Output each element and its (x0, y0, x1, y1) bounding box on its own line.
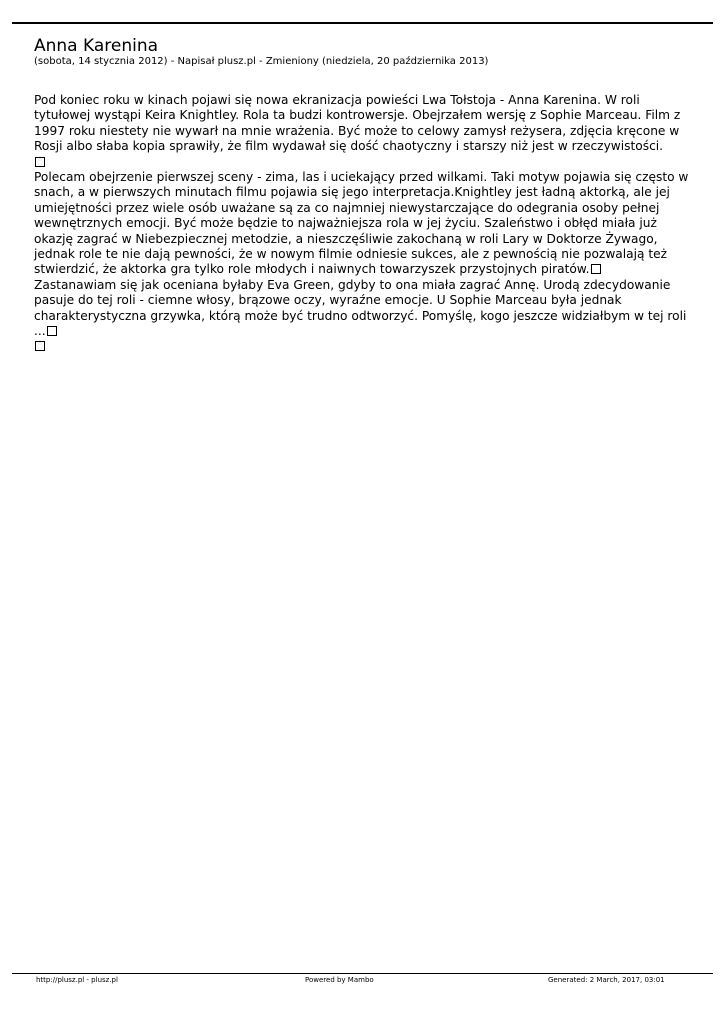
paragraph (34, 278, 694, 340)
article-body (34, 93, 694, 355)
paragraph-text: Polecam obejrzenie pierwszej sceny - zima, las i uciekający przed wilkami. Taki motyw pojawia się często w snach, a w pierwszych minutach filmu pojawia się jego interpretacja.Knightley jest ładną aktorką, ale jej umiejętności przez wiele osób uważane są za co najmniej niewystarczające do odegrania osoby pełnej wewnętrznych emocji. Być może będzie to najważniejsza rola w jej życiu. Szaleństwo i obłęd miała już okazję zagrać w Niebezpiecznej metodzie, a nieszczęśliwie zakochaną w roli Lary w Doktorze Żywago, jednak role te nie dają pewności, że w nowym filmie odniesie sukces, ale z pewnością nie pozwalają też stwierdzić, że aktorka gra tylko role młodych i naiwnych towarzyszek przystojnych piratów. (34, 170, 689, 277)
footer-powered-by: Powered by Mambo (305, 976, 374, 984)
paragraph-text: Zastanawiam się jak oceniana byłaby Eva Green, gdyby to ona miała zagrać Annę. Urodą zdecydowanie pasuje do tej roli - ciemne włosy, brązowe oczy, wyraźne emocje. U Sophie Marceau była jednak charakterystyczna grzywka, którą może być trudno odtworzyć. Pomyślę, kogo jeszcze widziałbym w tej roli ... (34, 277, 687, 339)
footer-generated: Generated: 2 March, 2017, 03:01 (548, 976, 665, 984)
article-title: Anna Karenina (34, 36, 159, 56)
article-meta: (sobota, 14 stycznia 2012) - Napisał plusz.pl - Zmieniony (niedziela, 20 października 2013) (34, 56, 489, 67)
paragraph (34, 170, 694, 278)
line-break-marker (34, 339, 694, 354)
bottom-rule (12, 973, 713, 974)
missing-glyph-icon (35, 341, 45, 351)
missing-glyph-icon (47, 326, 57, 336)
top-rule (12, 22, 713, 24)
missing-glyph-icon (35, 157, 45, 167)
paragraph (34, 93, 694, 155)
article-header (34, 37, 705, 68)
line-break-marker (34, 155, 694, 170)
footer-site: http://plusz.pl - plusz.pl (36, 976, 118, 984)
paragraph-text: Pod koniec roku w kinach pojawi się nowa ekranizacja powieści Lwa Tołstoja - Anna Karenina. W roli tytułowej wystąpi Keira Knightley. Rola ta budzi kontrowersje. Obejrzałem wersję z Sophie Marceau. Film z 1997 roku niestety nie wywarł na mnie wrażenia. Być może to celowy zamysł reżysera, zdjęcia kręcone w Rosji albo słaba kopia sprawiły, że film wydawał się dość chaotyczny i starszy niż jest w rzeczywistości. (34, 93, 681, 154)
missing-glyph-icon (591, 264, 601, 274)
